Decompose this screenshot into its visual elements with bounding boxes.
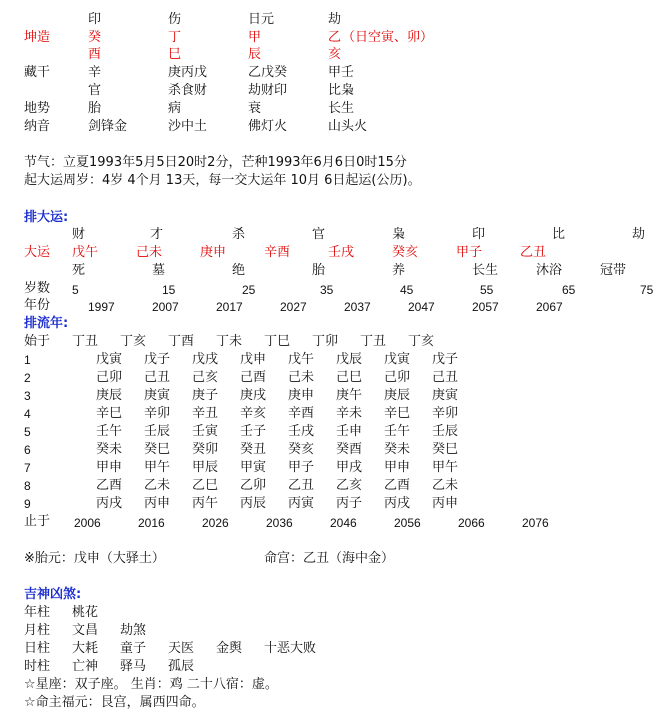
liunian-cell: 丙子	[336, 496, 363, 511]
dayun-god: 枭	[392, 227, 406, 242]
ten-gods: 官	[88, 83, 102, 98]
kong-note: （日空寅、卯）	[342, 30, 434, 45]
liunian-cell: 甲申	[384, 460, 411, 475]
liunian-cell: 辛巳	[96, 406, 123, 421]
shensha-pillar-label: 时柱	[24, 659, 51, 674]
dayun-god: 比	[552, 227, 566, 242]
liunian-cell: 辛卯	[432, 406, 459, 421]
dayun-year: 2027	[280, 300, 307, 314]
dayun-year: 2017	[216, 300, 243, 314]
liunian-cell: 辛亥	[240, 406, 267, 421]
liunian-cell: 戊寅	[96, 352, 123, 367]
dayun-age: 65	[562, 283, 576, 297]
shensha-item: 亡神	[72, 659, 99, 674]
dayun-god: 官	[312, 227, 326, 242]
canggan-label: 藏干	[24, 65, 51, 80]
liunian-cell: 庚辰	[96, 388, 123, 403]
liunian-cell: 丙寅	[288, 496, 315, 511]
liunian-cell: 癸巳	[144, 442, 171, 457]
liunian-end-year: 2076	[522, 516, 549, 530]
dayun-age: 35	[320, 283, 334, 297]
liunian-cell: 己酉	[240, 370, 267, 385]
life-stage: 长生	[328, 101, 355, 116]
dayun-year: 2007	[152, 300, 179, 314]
liunian-start: 丁巳	[264, 334, 291, 349]
start-label: 始于	[24, 334, 51, 349]
liunian-start: 丁未	[216, 334, 243, 349]
liunian-row-number: 8	[24, 479, 31, 493]
dayun-year: 2067	[536, 300, 563, 314]
year-label: 年份	[24, 298, 51, 313]
liunian-start: 丁丑	[360, 334, 387, 349]
dayun-stage: 长生	[472, 263, 499, 278]
heavenly-stem: 乙	[328, 30, 342, 45]
pillar-header: 劫	[328, 12, 342, 27]
shensha-item: 金舆	[216, 641, 243, 656]
liunian-cell: 癸未	[96, 442, 123, 457]
liunian-cell: 乙亥	[336, 478, 363, 493]
dayun-stage: 死	[72, 263, 86, 278]
liunian-cell: 壬子	[240, 424, 267, 439]
shensha-pillar-label: 月柱	[24, 623, 51, 638]
liunian-cell: 庚申	[288, 388, 315, 403]
dayun-year: 1997	[88, 300, 115, 314]
liunian-cell: 乙卯	[240, 478, 267, 493]
dayun-pillar: 己未	[136, 245, 163, 260]
liunian-cell: 壬寅	[192, 424, 219, 439]
dayun-stage: 胎	[312, 263, 326, 278]
pillar-header: 印	[88, 12, 102, 27]
shensha-item: 孤辰	[168, 659, 195, 674]
nayin: 山头火	[328, 119, 368, 134]
liunian-cell: 己卯	[384, 370, 411, 385]
hidden-stems: 乙戊癸	[248, 65, 288, 80]
liunian-cell: 戊辰	[336, 352, 363, 367]
dayun-year: 2037	[344, 300, 371, 314]
dishi-label: 地势	[24, 101, 51, 116]
shensha-pillar-label: 日柱	[24, 641, 51, 656]
dayun-age: 25	[242, 283, 256, 297]
dayun-god: 财	[72, 227, 86, 242]
liunian-cell: 乙巳	[192, 478, 219, 493]
liunian-cell: 乙酉	[384, 478, 411, 493]
liunian-cell: 甲午	[144, 460, 171, 475]
shensha-item: 文昌	[72, 623, 99, 638]
liunian-cell: 癸丑	[240, 442, 267, 457]
heavenly-stem: 丁	[168, 30, 182, 45]
liunian-cell: 己巳	[336, 370, 363, 385]
liunian-start: 丁丑	[72, 334, 99, 349]
kunzao-label: 坤造	[24, 30, 51, 45]
zodiac-line: ☆星座：双子座。 生肖：鸡 二十八宿：虚。	[24, 677, 278, 692]
liunian-cell: 壬午	[96, 424, 123, 439]
ten-gods: 杀食财	[168, 83, 208, 98]
liunian-cell: 乙未	[144, 478, 171, 493]
liunian-end-year: 2006	[74, 516, 101, 530]
dayun-year: 2057	[472, 300, 499, 314]
liunian-cell: 己丑	[432, 370, 459, 385]
shensha-item: 天医	[168, 641, 195, 656]
liunian-cell: 戊子	[432, 352, 459, 367]
liunian-cell: 癸卯	[192, 442, 219, 457]
minggong: 命宫：乙丑（海中金）	[264, 551, 395, 566]
liunian-cell: 癸未	[384, 442, 411, 457]
dayun-pillar: 癸亥	[392, 245, 419, 260]
liunian-cell: 己亥	[192, 370, 219, 385]
dayun-stage: 绝	[232, 263, 246, 278]
liunian-cell: 己卯	[96, 370, 123, 385]
liunian-cell: 辛巳	[384, 406, 411, 421]
earthly-branch: 亥	[328, 47, 342, 62]
liunian-end-year: 2036	[266, 516, 293, 530]
nayin: 沙中土	[168, 119, 208, 134]
earthly-branch: 巳	[168, 47, 182, 62]
shensha-item: 驿马	[120, 659, 147, 674]
ten-gods: 比枭	[328, 83, 355, 98]
shensha-item: 劫煞	[120, 623, 147, 638]
dayun-god: 劫	[632, 227, 646, 242]
earthly-branch: 辰	[248, 47, 262, 62]
liunian-cell: 戊寅	[384, 352, 411, 367]
liunian-cell: 丙戌	[384, 496, 411, 511]
shensha-item: 童子	[120, 641, 147, 656]
liunian-cell: 己丑	[144, 370, 171, 385]
dayun-god: 印	[472, 227, 486, 242]
qiyun-line: 起大运周岁：4岁 4个月 13天，每一交大运年 10月 6日起运(公历)。	[24, 173, 421, 188]
life-stage: 胎	[88, 101, 102, 116]
liunian-end-year: 2016	[138, 516, 165, 530]
dayun-pillar: 壬戌	[328, 245, 355, 260]
dayun-stage: 墓	[152, 263, 166, 278]
liunian-row-number: 1	[24, 353, 31, 367]
nayin: 剑锋金	[88, 119, 128, 134]
liunian-row-number: 9	[24, 497, 31, 511]
shensha-item: 大耗	[72, 641, 99, 656]
liunian-cell: 丙申	[432, 496, 459, 511]
liunian-cell: 辛未	[336, 406, 363, 421]
life-stage: 病	[168, 101, 182, 116]
dayun-god: 杀	[232, 227, 246, 242]
liunian-cell: 乙丑	[288, 478, 315, 493]
liunian-row-number: 2	[24, 371, 31, 385]
hidden-stems: 庚丙戊	[168, 65, 208, 80]
dayun-age: 45	[400, 283, 414, 297]
liunian-cell: 壬辰	[432, 424, 459, 439]
dayun-label: 大运	[24, 245, 51, 260]
liunian-end-year: 2056	[394, 516, 421, 530]
liunian-cell: 戊申	[240, 352, 267, 367]
liunian-row-number: 3	[24, 389, 31, 403]
pillar-header: 日元	[248, 12, 275, 27]
liunian-row-number: 4	[24, 407, 31, 421]
ten-gods: 劫财印	[248, 83, 288, 98]
liunian-cell: 甲子	[288, 460, 315, 475]
dayun-stage: 沐浴	[536, 263, 563, 278]
liunian-cell: 甲午	[432, 460, 459, 475]
hidden-stems: 辛	[88, 65, 102, 80]
liunian-cell: 丙辰	[240, 496, 267, 511]
liunian-cell: 庚戌	[240, 388, 267, 403]
dayun-pillar: 乙丑	[520, 245, 547, 260]
liunian-cell: 壬辰	[144, 424, 171, 439]
heavenly-stem: 甲	[248, 30, 262, 45]
liunian-cell: 丙申	[144, 496, 171, 511]
dayun-pillar: 辛酉	[264, 245, 291, 260]
liunian-cell: 戊子	[144, 352, 171, 367]
hidden-stems: 甲壬	[328, 65, 355, 80]
liunian-row-number: 6	[24, 443, 31, 457]
liunian-cell: 庚午	[336, 388, 363, 403]
liunian-cell: 癸酉	[336, 442, 363, 457]
nayin: 佛灯火	[248, 119, 288, 134]
liunian-cell: 丙戌	[96, 496, 123, 511]
shensha-pillar-label: 年柱	[24, 605, 51, 620]
end-label: 止于	[24, 514, 51, 529]
dayun-year: 2047	[408, 300, 435, 314]
pillar-header: 伤	[168, 12, 182, 27]
shensha-item: 桃花	[72, 605, 99, 620]
dayun-pillar: 戊午	[72, 245, 99, 260]
dayun-age: 15	[162, 283, 176, 297]
liunian-cell: 庚辰	[384, 388, 411, 403]
liunian-cell: 丙午	[192, 496, 219, 511]
liunian-cell: 壬午	[384, 424, 411, 439]
liunian-cell: 庚子	[192, 388, 219, 403]
liunian-cell: 甲寅	[240, 460, 267, 475]
liunian-cell: 戊午	[288, 352, 315, 367]
liunian-cell: 乙未	[432, 478, 459, 493]
dayun-god: 才	[150, 227, 164, 242]
liunian-row-number: 5	[24, 425, 31, 439]
liunian-cell: 己未	[288, 370, 315, 385]
liunian-cell: 甲戌	[336, 460, 363, 475]
dayun-pillar: 甲子	[456, 245, 483, 260]
liunian-end-year: 2046	[330, 516, 357, 530]
liunian-row-number: 7	[24, 461, 31, 475]
liunian-start: 丁亥	[120, 334, 147, 349]
liunian-start: 丁卯	[312, 334, 339, 349]
liunian-heading: 排流年:	[24, 316, 69, 331]
liunian-end-year: 2026	[202, 516, 229, 530]
liunian-cell: 甲辰	[192, 460, 219, 475]
shensha-heading: 吉神凶煞:	[24, 587, 82, 602]
life-stage: 衰	[248, 101, 262, 116]
taiyuan: ※胎元：戊申（大驿土）	[24, 551, 165, 566]
dayun-heading: 排大运:	[24, 210, 69, 225]
liunian-start: 丁酉	[168, 334, 195, 349]
liunian-cell: 甲申	[96, 460, 123, 475]
liunian-cell: 辛丑	[192, 406, 219, 421]
dayun-stage: 冠带	[600, 263, 627, 278]
liunian-cell: 壬戌	[288, 424, 315, 439]
liunian-cell: 庚寅	[144, 388, 171, 403]
liunian-cell: 戊戌	[192, 352, 219, 367]
heavenly-stem: 癸	[88, 30, 102, 45]
liunian-cell: 癸巳	[432, 442, 459, 457]
age-label: 岁数	[24, 281, 51, 296]
liunian-cell: 辛酉	[288, 406, 315, 421]
liunian-cell: 辛卯	[144, 406, 171, 421]
earthly-branch: 酉	[88, 47, 102, 62]
dayun-stage: 养	[392, 263, 406, 278]
dayun-pillar: 庚申	[200, 245, 227, 260]
liunian-cell: 壬申	[336, 424, 363, 439]
liunian-cell: 庚寅	[432, 388, 459, 403]
fuyuan-line: ☆命主福元：艮宫，属西四命。	[24, 695, 205, 710]
nayin-label: 纳音	[24, 119, 51, 134]
shensha-item: 十恶大败	[264, 641, 317, 656]
liunian-cell: 癸亥	[288, 442, 315, 457]
dayun-age: 55	[480, 283, 494, 297]
jieqi-line: 节气：立夏1993年5月5日20时2分，芒种1993年6月6日0时15分	[24, 155, 407, 170]
dayun-age: 75	[640, 283, 654, 297]
liunian-start: 丁亥	[408, 334, 435, 349]
liunian-end-year: 2066	[458, 516, 485, 530]
dayun-age: 5	[72, 283, 79, 297]
liunian-cell: 乙酉	[96, 478, 123, 493]
